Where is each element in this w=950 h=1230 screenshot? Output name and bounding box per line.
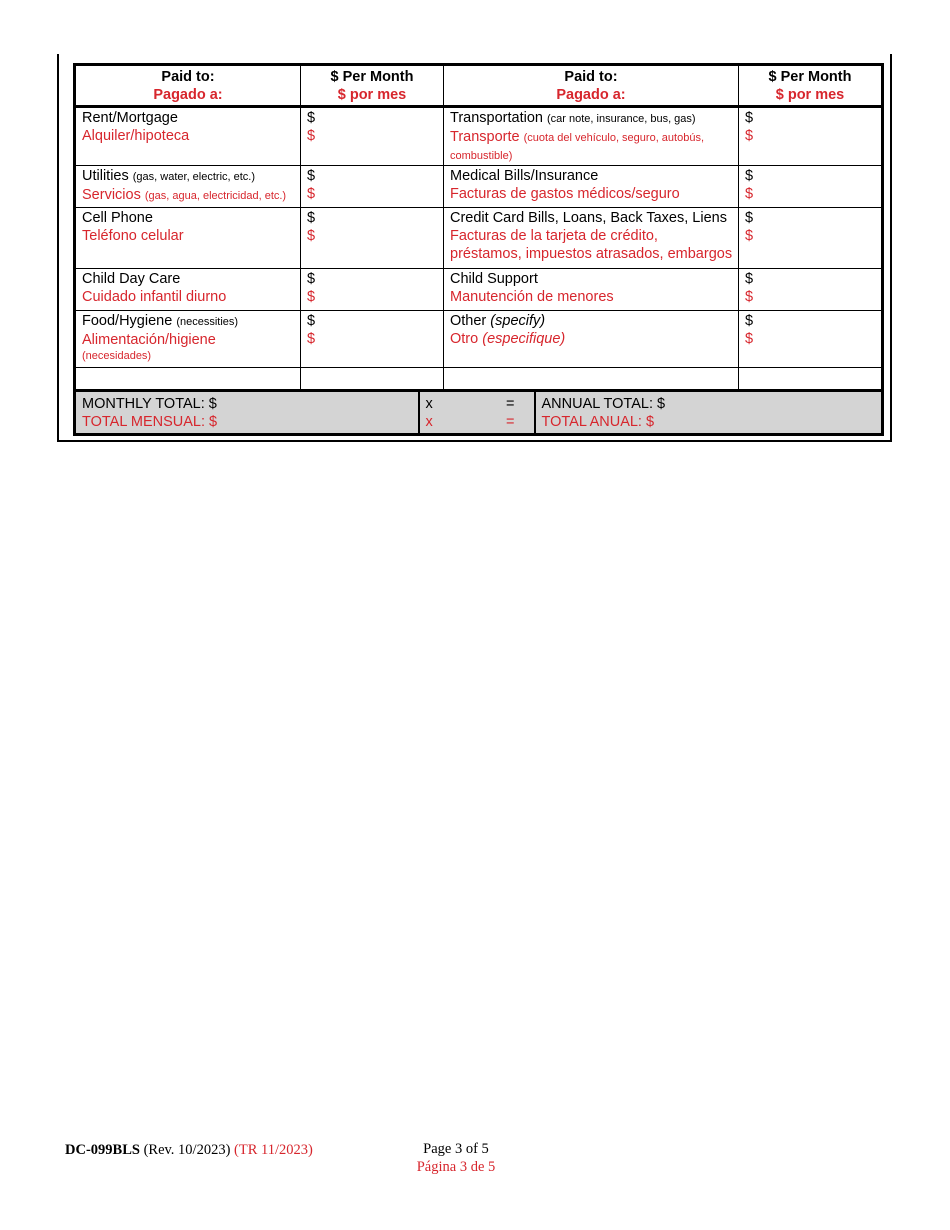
- form-id: DC-099BLS (Rev. 10/2023) (TR 11/2023): [65, 1142, 313, 1158]
- expense-label-utilities: Utilities (gas, water, electric, etc.) Servicios (gas, agua, electricidad, etc.): [75, 166, 301, 208]
- expense-label-cell-phone: Cell Phone Teléfono celular: [75, 208, 301, 269]
- monthly-total-field[interactable]: MONTHLY TOTAL: $ TOTAL MENSUAL: $: [75, 391, 419, 435]
- amount-field-transportation[interactable]: $ $: [739, 107, 883, 166]
- totals-table: [73, 389, 884, 436]
- paid-to-header-left: Paid to: Pagado a:: [75, 65, 301, 107]
- per-month-header-right: $ Per Month $ por mes: [739, 65, 883, 107]
- amount-field-utilities[interactable]: $ $: [301, 166, 444, 208]
- annual-total-field[interactable]: ANNUAL TOTAL: $ TOTAL ANUAL: $: [535, 391, 883, 435]
- amount-field-other[interactable]: $ $: [739, 311, 883, 368]
- amount-field-credit-card[interactable]: $ $: [739, 208, 883, 269]
- blank-amount-left[interactable]: [301, 368, 444, 391]
- expense-label-other: Other (specify) Otro (especifique): [444, 311, 739, 368]
- expense-label-rent: Rent/Mortgage Alquiler/hipoteca: [75, 107, 301, 166]
- amount-field-rent[interactable]: $ $: [301, 107, 444, 166]
- amount-field-cell-phone[interactable]: $ $: [301, 208, 444, 269]
- table-row: [75, 107, 883, 166]
- paid-to-header-right: Paid to: Pagado a:: [444, 65, 739, 107]
- expense-label-transportation: Transportation (car note, insurance, bus, gas) Transporte (cuota del vehículo, seguro, autobús, combustible): [444, 107, 739, 166]
- header-row: [75, 65, 883, 107]
- amount-field-medical[interactable]: $ $: [739, 166, 883, 208]
- amount-field-food[interactable]: $ $: [301, 311, 444, 368]
- totals-row: [75, 391, 883, 435]
- expense-label-credit-card: Credit Card Bills, Loans, Back Taxes, Liens Facturas de la tarjeta de crédito, préstamos, impuestos atrasados, embargos: [444, 208, 739, 269]
- blank-row: [75, 368, 883, 391]
- page-number: Page 3 of 5 Página 3 de 5: [416, 1141, 496, 1175]
- blank-label-right[interactable]: [444, 368, 739, 391]
- table-row: [75, 208, 883, 269]
- per-month-header-left: $ Per Month $ por mes: [301, 65, 444, 107]
- amount-field-child-support[interactable]: $ $: [739, 269, 883, 311]
- expense-label-child-support: Child Support Manutención de menores: [444, 269, 739, 311]
- multiplier-cell[interactable]: x = x =: [419, 391, 535, 435]
- blank-label-left[interactable]: [75, 368, 301, 391]
- expenses-table: [73, 63, 884, 391]
- table-row: [75, 166, 883, 208]
- amount-field-child-care[interactable]: $ $: [301, 269, 444, 311]
- expense-label-child-care: Child Day Care Cuidado infantil diurno: [75, 269, 301, 311]
- table-row: [75, 269, 883, 311]
- blank-amount-right[interactable]: [739, 368, 883, 391]
- table-row: [75, 311, 883, 368]
- expense-label-medical: Medical Bills/Insurance Facturas de gastos médicos/seguro: [444, 166, 739, 208]
- expense-label-food: Food/Hygiene (necessities) Alimentación/higiene (necesidades): [75, 311, 301, 368]
